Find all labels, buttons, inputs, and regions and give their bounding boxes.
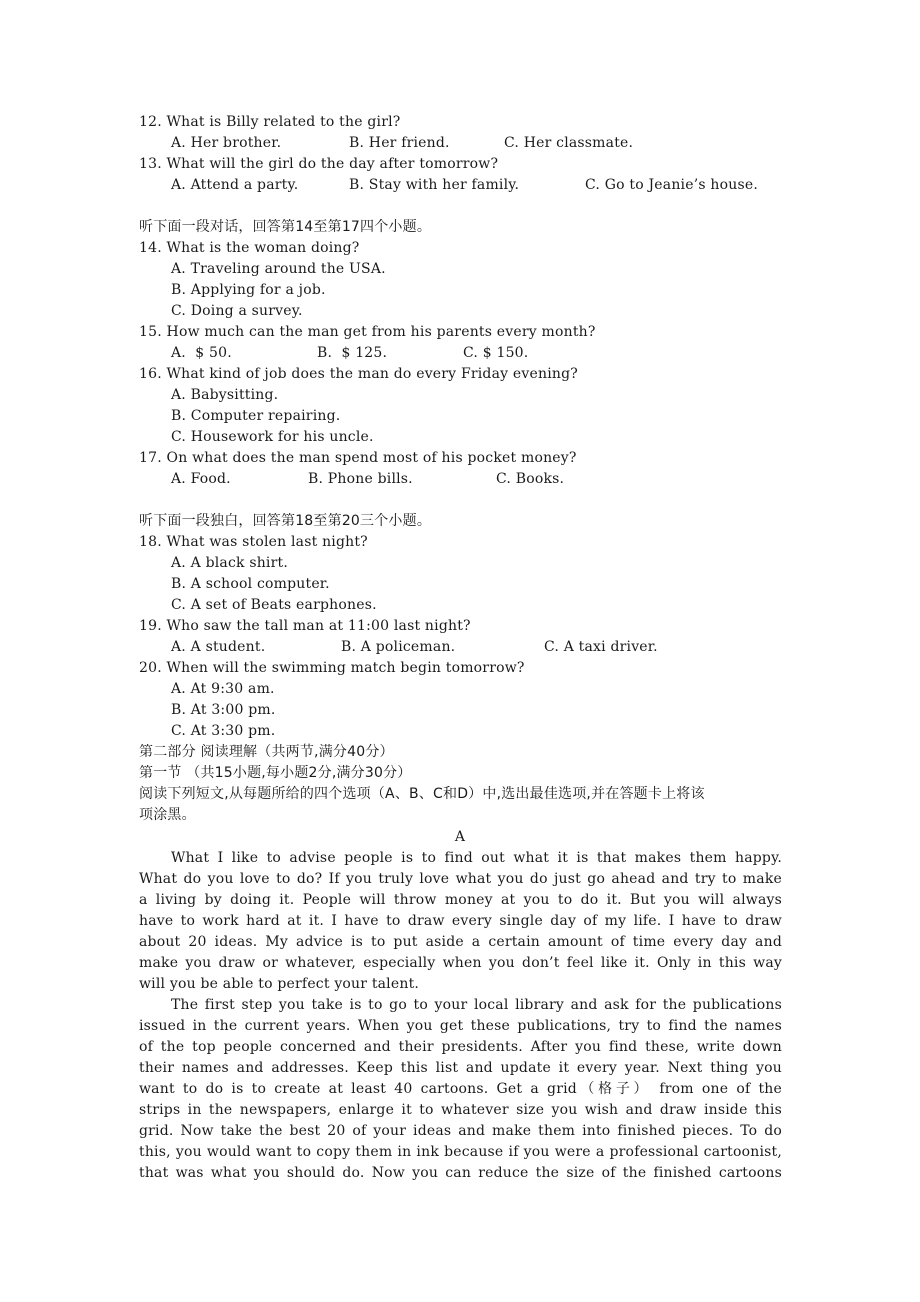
option-b: B. A policeman. (341, 639, 456, 655)
option-c: C. Housework for his uncle. (171, 429, 374, 445)
question-text: What is Billy related to the girl? (166, 114, 401, 130)
question-text: When will the swimming match begin tomorrow? (166, 660, 525, 676)
option-b: B. Applying for a job. (171, 282, 326, 298)
listening-instruction: 听下面一段对话，回答第14至第17四个小题。 (139, 219, 432, 235)
paragraph-line: What do you love to do? If you truly love what you do just go ahead and try to make (139, 871, 782, 887)
paragraph-line: that was what you should do. Now you can reduce the size of the finished cartoons (139, 1165, 782, 1181)
question-number: 20. (139, 660, 162, 676)
paragraph-line: their names and addresses. Keep this list and update it every year. Next thing you (139, 1060, 782, 1076)
question-text: Who saw the tall man at 11:00 last night? (166, 618, 471, 634)
question-number: 13. (139, 156, 162, 172)
question-number: 17. (139, 450, 162, 466)
option-c: C. Doing a survey. (171, 303, 303, 319)
question-number: 18. (139, 534, 162, 550)
option-a: A. Traveling around the USA. (171, 261, 386, 277)
question-17 (139, 448, 577, 469)
option-b: B. Her friend. (349, 135, 450, 151)
paragraph-line: about 20 ideas. My advice is to put aside a certain amount of time every day and (139, 934, 782, 950)
part-heading: 第二部分 阅读理解（共两节,满分40分） (139, 744, 394, 760)
question-20 (139, 658, 525, 679)
paragraph-line: of the top people concerned and their presidents. After you find these, write down (139, 1039, 782, 1055)
option-b: B. A school computer. (171, 576, 330, 592)
paragraph-line: make you draw or whatever, especially when you don’t feel like it. Only in this way (139, 955, 782, 971)
option-c: C. A taxi driver. (544, 639, 658, 655)
question-number: 16. (139, 366, 162, 382)
paragraph-line: strips in the newspapers, enlarge it to whatever size you wish and draw inside this (139, 1102, 782, 1118)
question-number: 15. (139, 324, 162, 340)
paragraph-line: this, you would want to copy them in ink because if you were a professional cartoonist, (139, 1144, 782, 1160)
option-c: C. Her classmate. (504, 135, 634, 151)
question-15 (139, 322, 596, 343)
option-b: B. At 3:00 pm. (171, 702, 276, 718)
option-c: C. $ 150. (463, 345, 529, 361)
option-a: A. A black shirt. (171, 555, 288, 571)
option-c: C. Go to Jeanie’s house. (585, 177, 758, 193)
question-text: What is the woman doing? (166, 240, 360, 256)
listening-instruction: 听下面一段独白，回答第18至第20三个小题。 (139, 513, 432, 529)
option-b: B. Computer repairing. (171, 408, 341, 424)
question-14 (139, 238, 360, 259)
paragraph-line: What I like to advise people is to find out what it is that makes them happy. (171, 850, 782, 866)
question-text: What will the girl do the day after tomorrow? (166, 156, 499, 172)
option-a: A. $ 50. (171, 345, 232, 361)
section-heading: 第一节 （共15小题,每小题2分,满分30分） (139, 765, 412, 781)
passage-paragraph-1 (139, 848, 782, 995)
question-text: On what does the man spend most of his pocket money? (166, 450, 577, 466)
option-a: A. At 9:30 am. (171, 681, 275, 697)
passage-paragraph-2 (139, 995, 782, 1184)
reading-instruction-line: 阅读下列短文,从每题所给的四个选项（A、B、C和D）中,选出最佳选项,并在答题卡上将该 (139, 786, 705, 802)
question-text: How much can the man get from his parents every month? (166, 324, 596, 340)
paragraph-line: issued in the current years. When you get these publications, try to find the names (139, 1018, 782, 1034)
option-c: C. At 3:30 pm. (171, 723, 276, 739)
passage-label: A (454, 829, 466, 845)
option-a: A. Food. (171, 471, 231, 487)
paragraph-line: want to do is to create at least 40 cartoons. Get a grid（格子） from one of the (139, 1081, 782, 1097)
paragraph-line: have to work hard at it. I have to draw every single day of my life. I have to draw (139, 913, 782, 929)
question-text: What kind of job does the man do every Friday evening? (166, 366, 578, 382)
question-12 (139, 112, 400, 133)
question-text: What was stolen last night? (166, 534, 368, 550)
reading-instruction-line: 项涂黑。 (139, 807, 196, 823)
question-16 (139, 364, 578, 385)
option-c: C. Books. (496, 471, 565, 487)
question-19 (139, 616, 471, 637)
question-13 (139, 154, 498, 175)
option-b: B. Stay with her family. (349, 177, 520, 193)
option-c: C. A set of Beats earphones. (171, 597, 377, 613)
paragraph-line: a living by doing it. People will throw money at you to do it. But you will always (139, 892, 782, 908)
option-a: A. Attend a party. (171, 177, 299, 193)
option-b: B. $ 125. (317, 345, 388, 361)
option-a: A. A student. (171, 639, 266, 655)
question-number: 12. (139, 114, 162, 130)
option-a: A. Her brother. (171, 135, 282, 151)
option-a: A. Babysitting. (171, 387, 279, 403)
paragraph-line: will you be able to perfect your talent. (139, 976, 420, 992)
option-b: B. Phone bills. (308, 471, 413, 487)
question-18 (139, 532, 368, 553)
question-number: 14. (139, 240, 162, 256)
paragraph-line: grid. Now take the best 20 of your ideas and make them into finished pieces. To do (139, 1123, 782, 1139)
paragraph-line: The first step you take is to go to your local library and ask for the publications (171, 997, 782, 1013)
question-number: 19. (139, 618, 162, 634)
